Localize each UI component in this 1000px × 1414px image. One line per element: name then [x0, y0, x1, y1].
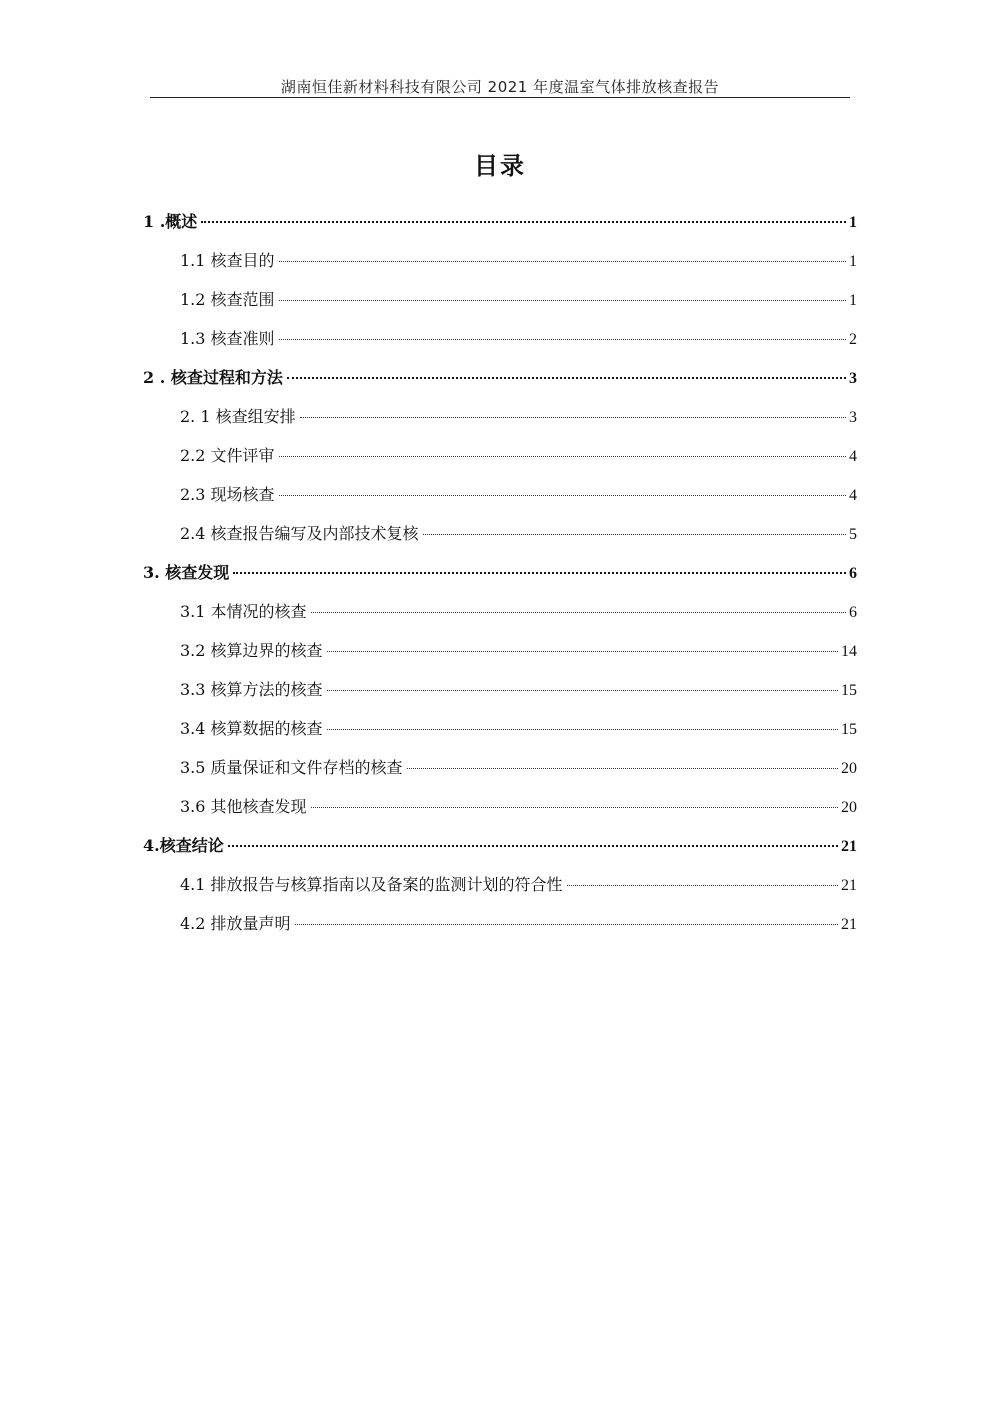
toc-entry-label: 3. 核查发现: [143, 563, 230, 582]
toc-entry-label: 4.核查结论: [143, 836, 224, 855]
toc-entry-1-1[interactable]: [180, 248, 857, 274]
toc-entry-2-3[interactable]: [180, 482, 857, 508]
dot-leader: [567, 885, 838, 886]
toc-entry-page: 1: [849, 292, 857, 309]
toc-entry-3[interactable]: [143, 560, 857, 586]
toc-entry-label: 3.6 其他核查发现: [180, 797, 307, 816]
toc-entry-label: 2.3 现场核查: [180, 485, 275, 504]
dot-leader: [327, 651, 838, 652]
toc-entry-3-3[interactable]: [180, 677, 857, 703]
toc-entry-label: 1.2 核查范围: [180, 290, 275, 309]
toc-entry-page: 3: [849, 409, 857, 426]
dot-leader: [233, 572, 846, 574]
toc-entry-page: 3: [849, 370, 857, 387]
toc-entry-page: 6: [849, 565, 857, 582]
running-header: 湖南恒佳新材料科技有限公司 2021 年度温室气体排放核查报告: [280, 78, 720, 96]
toc-entry-3-1[interactable]: [180, 599, 857, 625]
toc-entry-label: 1.3 核查准则: [180, 329, 275, 348]
toc-entry-3-6[interactable]: [180, 794, 857, 820]
dot-leader: [327, 690, 838, 691]
toc-entry-page: 2: [849, 331, 857, 348]
dot-leader: [201, 221, 846, 223]
toc-entry-1-3[interactable]: [180, 326, 857, 352]
toc-entry-page: 21: [841, 916, 857, 933]
toc-entry-label: 3.3 核算方法的核查: [180, 680, 323, 699]
toc-entry-3-4[interactable]: [180, 716, 857, 742]
toc-entry-label: 3.5 质量保证和文件存档的核查: [180, 758, 403, 777]
toc-entry-1[interactable]: [143, 209, 857, 235]
toc-entry-page: 1: [849, 253, 857, 270]
dot-leader: [311, 612, 846, 613]
toc-entry-1-2[interactable]: [180, 287, 857, 313]
toc-entry-label: 3.2 核算边界的核查: [180, 641, 323, 660]
toc-entry-page: 15: [841, 682, 857, 699]
dot-leader: [279, 300, 846, 301]
page-title: 目录: [474, 151, 526, 180]
toc-entry-2-2[interactable]: [180, 443, 857, 469]
toc-entry-2-4[interactable]: [180, 521, 857, 547]
toc-entry-2-1[interactable]: [180, 404, 857, 430]
dot-leader: [287, 377, 846, 379]
toc-entry-page: 21: [841, 838, 857, 855]
toc-entry-page: 4: [849, 487, 857, 504]
toc-entry-label: 4.2 排放量声明: [180, 914, 291, 933]
dot-leader: [279, 261, 846, 262]
dot-leader: [311, 807, 838, 808]
toc-entry-page: 1: [849, 214, 857, 231]
toc-entry-label: 4.1 排放报告与核算指南以及备案的监测计划的符合性: [180, 875, 563, 894]
toc-entry-2[interactable]: [143, 365, 857, 391]
dot-leader: [423, 534, 846, 535]
toc-entry-4-1[interactable]: [180, 872, 857, 898]
toc-entry-label: 2.4 核查报告编写及内部技术复核: [180, 524, 419, 543]
toc-entry-label: 3.4 核算数据的核查: [180, 719, 323, 738]
toc-entry-3-2[interactable]: [180, 638, 857, 664]
toc-entry-label: 2.2 文件评审: [180, 446, 275, 465]
toc-entry-4-2[interactable]: [180, 911, 857, 937]
toc-entry-page: 6: [849, 604, 857, 621]
toc-entry-label: 3.1 本情况的核查: [180, 602, 307, 621]
toc-entry-label: 1 .概述: [143, 212, 198, 231]
dot-leader: [279, 339, 846, 340]
header-divider: [150, 97, 850, 98]
toc-entry-page: 5: [849, 526, 857, 543]
toc-entry-page: 20: [841, 799, 857, 816]
toc-entry-page: 20: [841, 760, 857, 777]
dot-leader: [279, 456, 846, 457]
dot-leader: [300, 417, 846, 418]
toc-entry-page: 21: [841, 877, 857, 894]
dot-leader: [228, 845, 838, 847]
dot-leader: [407, 768, 838, 769]
toc-entry-page: 15: [841, 721, 857, 738]
toc-entry-page: 14: [841, 643, 857, 660]
toc-entry-4[interactable]: [143, 833, 857, 859]
dot-leader: [327, 729, 838, 730]
toc-entry-label: 1.1 核查目的: [180, 251, 275, 270]
dot-leader: [295, 924, 838, 925]
toc-entry-3-5[interactable]: [180, 755, 857, 781]
toc-entry-label: 2 . 核查过程和方法: [143, 368, 283, 387]
dot-leader: [279, 495, 846, 496]
toc-entry-page: 4: [849, 448, 857, 465]
toc-entry-label: 2. 1 核查组安排: [180, 407, 296, 426]
